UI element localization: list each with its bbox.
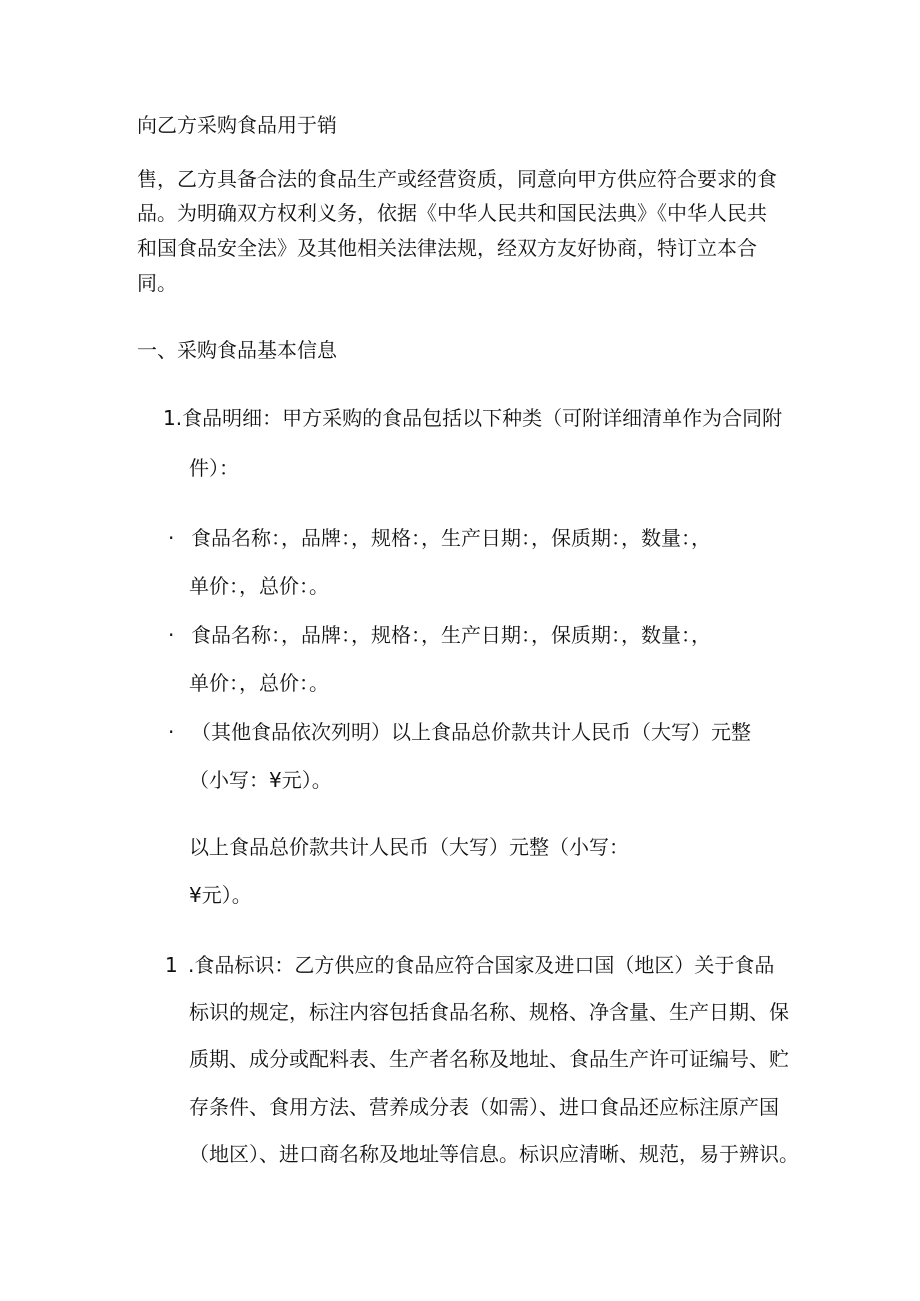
item-2-line: （地区）、进口商名称及地址等信息。标识应清晰、规范，易于辨识。 [189,1142,799,1166]
intro-paragraph-line: 同。 [137,271,177,295]
bullet-dot-icon: · [168,623,175,647]
item-2-line: 质期、成分或配料表、生产者名称及地址、食品生产许可证编号、贮 [189,1047,789,1071]
bullet-item-line: （其他食品依次列明）以上食品总价款共计人民币（大写）元整 [191,720,751,744]
item-1-line: 件）： [189,456,239,480]
bullet-dot-icon: · [168,720,175,744]
intro-paragraph-line: 售，乙方具备合法的食品生产或经营资质，同意向甲方供应符合要求的食 [137,167,777,191]
bullet-item-line: 食品名称：，品牌：，规格：，生产日期：，保质期：，数量：， [191,526,711,550]
item-2-line: 存条件、食用方法、营养成分表（如需）、进口食品还应标注原产国 [189,1095,779,1119]
bullet-dot-icon: · [168,526,175,550]
bullet-item-line: 单价：，总价：。 [189,574,329,598]
intro-line: 向乙方采购食品用于销 [137,113,337,137]
item-1-line: 1.食品明细：甲方采购的食品包括以下种类（可附详细清单作为合同附 [163,406,783,430]
item-2-number: 1 [165,953,178,977]
total-price-line: 以上食品总价款共计人民币（大写）元整（小写： [189,835,629,859]
total-price-line: ¥元）。 [189,883,252,907]
item-2-line: .食品标识：乙方供应的食品应符合国家及进口国（地区）关于食品 [188,953,775,977]
item-2-line: 标识的规定，标注内容包括食品名称、规格、净含量、生产日期、保 [189,1000,789,1024]
intro-paragraph-line: 品。为明确双方权利义务，依据《中华人民共和国民法典》《中华人民共 [137,201,767,225]
bullet-item-line: 食品名称：，品牌：，规格：，生产日期：，保质期：，数量：， [191,623,711,647]
bullet-item-line: （小写：¥元）。 [189,768,332,792]
bullet-item-line: 单价：，总价：。 [189,671,329,695]
intro-paragraph-line: 和国食品安全法》及其他相关法律法规，经双方友好协商，特订立本合 [137,236,757,260]
section-heading: 一、采购食品基本信息 [137,338,337,362]
